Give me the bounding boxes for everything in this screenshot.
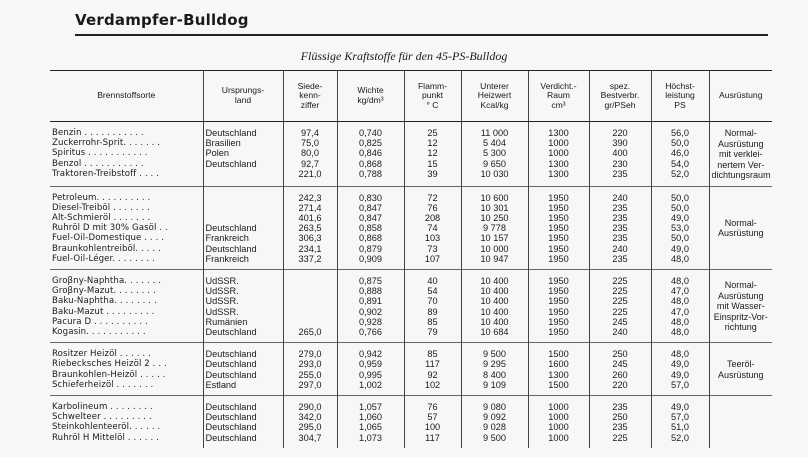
equipment-cell: Normal- Ausrüstung mit verklei- nertem Ver- dichtungsraum <box>709 122 772 187</box>
column-header-power: Höchst- leistung PS <box>651 71 709 122</box>
page-title: Verdampfer-Bulldog <box>75 11 249 29</box>
fuel-table <box>50 70 772 448</box>
fuel-group-3 <box>50 269 772 342</box>
fuel-group-1 <box>50 122 772 187</box>
fuel-names: Karbolineum . . . . . . . . Schwelteer . . . . . . . . . Steinkohlenteeröl. . . . . . Ruhröl H Mittelöl . . . . . . <box>50 395 203 447</box>
origin-cell: Deutschland Deutschland Deutschland Deutschland <box>203 395 283 447</box>
column-header-origin: Ursprungs- land <box>203 71 283 122</box>
flashpoint-cell: 25 12 12 15 39 <box>404 122 461 187</box>
consumption-cell: 240 235 235 235 235 240 235 <box>589 186 651 269</box>
heating-value-cell: 9 080 9 092 9 028 9 500 <box>461 395 528 447</box>
equipment-cell: Teeröl- Ausrüstung <box>709 343 772 396</box>
origin-cell: UdSSR. UdSSR. UdSSR. UdSSR. Rumänien Deutschland <box>203 269 283 342</box>
power-cell: 48,0 49,0 49,0 57,0 <box>651 343 709 396</box>
density-cell: 1,057 1,060 1,065 1,073 <box>337 395 404 447</box>
compression-cell: 1950 1950 1950 1950 1950 1950 1950 <box>528 186 589 269</box>
title-rule <box>75 34 768 36</box>
column-header-boiling: Siede- kenn- ziffer <box>283 71 337 122</box>
boiling-cell: 97,4 75,0 80,0 92,7 221,0 <box>283 122 337 187</box>
heating-value-cell: 11 000 5 404 5 300 9 650 10 030 <box>461 122 528 187</box>
compression-cell: 1500 1600 1300 1500 <box>528 343 589 396</box>
fuel-group-5 <box>50 395 772 447</box>
column-header-flashpoint: Flamm- punkt ° C <box>404 71 461 122</box>
consumption-cell: 235 250 235 225 <box>589 395 651 447</box>
heating-value-cell: 10 600 10 301 10 250 9 778 10 157 10 000 10 947 <box>461 186 528 269</box>
boiling-cell: 265,0 <box>283 269 337 342</box>
power-cell: 48,0 47,0 48,0 47,0 48,0 48,0 <box>651 269 709 342</box>
density-cell: 0,740 0,825 0,846 0,868 0,788 <box>337 122 404 187</box>
origin-cell: Deutschland Brasilien Polen Deutschland <box>203 122 283 187</box>
heating-value-cell: 9 500 9 295 8 400 9 109 <box>461 343 528 396</box>
equipment-cell <box>709 395 772 447</box>
boiling-cell: 242,3 271,4 401,6 263,5 306,3 234,1 337,2 <box>283 186 337 269</box>
flashpoint-cell: 40 54 70 89 85 79 <box>404 269 461 342</box>
fuel-names: Groβny-Naphtha. . . . . . . Groβny-Mazut. . . . . . . . Baku-Naphtha. . . . . . . . Baku-Mazut . . . . . . . . . Pacura D . . . . . . . . . . Kogasin. . . . . . . . . . . <box>50 269 203 342</box>
column-header-fuel: Brennstoffsorte <box>50 71 203 122</box>
density-cell: 0,875 0,888 0,891 0,902 0,928 0,766 <box>337 269 404 342</box>
fuel-names: Benzin . . . . . . . . . . . Zuckerrohr-Sprit. . . . . . . Spiritus . . . . . . . . . . . Benzol . . . . . . . . . . . Traktoren-Treibstoff . . . . <box>52 128 161 179</box>
consumption-cell: 220 390 400 230 235 <box>589 122 651 187</box>
origin-cell: Deutschland Deutschland Deutschland Estland <box>203 343 283 396</box>
table-caption: Flüssige Kraftstoffe für den 45-PS-Bulldog <box>300 49 508 63</box>
column-header-density: Wichte kg/dm³ <box>337 71 404 122</box>
column-header-equipment: Ausrüstung <box>709 71 772 122</box>
flashpoint-cell: 85 117 92 102 <box>404 343 461 396</box>
table-header-row <box>50 71 772 122</box>
flashpoint-cell: 76 57 100 117 <box>404 395 461 447</box>
equipment-cell: Normal- Ausrüstung mit Wasser- Einspritz-Vor- richtung <box>709 269 772 342</box>
origin-cell: Deutschland Frankreich Deutschland Frankreich <box>203 186 283 269</box>
power-cell: 56,0 50,0 46,0 54,0 52,0 <box>651 122 709 187</box>
compression-cell: 1950 1950 1950 1950 1950 1950 <box>528 269 589 342</box>
density-cell: 0,830 0,847 0,847 0,858 0,868 0,879 0,909 <box>337 186 404 269</box>
compression-cell: 1000 1000 1000 1000 <box>528 395 589 447</box>
power-cell: 50,0 50,0 49,0 53,0 50,0 49,0 48,0 <box>651 186 709 269</box>
column-header-compression: Verdicht.- Raum cm³ <box>528 71 589 122</box>
power-cell: 49,0 57,0 51,0 52,0 <box>651 395 709 447</box>
compression-cell: 1300 1000 1000 1300 1300 <box>528 122 589 187</box>
density-cell: 0,942 0,959 0,995 1,002 <box>337 343 404 396</box>
consumption-cell: 250 245 260 220 <box>589 343 651 396</box>
fuel-group-2 <box>50 186 772 269</box>
boiling-cell: 290,0 342,0 295,0 304,7 <box>283 395 337 447</box>
column-header-consumption: spez. Bestverbr. gr/PSeh <box>589 71 651 122</box>
fuel-names: Rositzer Heizöl . . . . . . Riebecksches Heizöl 2 . . . Braunkohlen-Heizöl . . . . . Schieferheizöl . . . . . . . <box>50 343 203 396</box>
consumption-cell: 225 225 225 225 245 240 <box>589 269 651 342</box>
boiling-cell: 279,0 293,0 255,0 297,0 <box>283 343 337 396</box>
fuel-group-4 <box>50 343 772 396</box>
flashpoint-cell: 72 76 208 74 103 73 107 <box>404 186 461 269</box>
fuel-names: Petroleum. . . . . . . . . . Diesel-Treiböl . . . . . . . Alt-Schmieröl . . . . . . . Ruhröl D mit 30% Gasöl . . Fuel-Oil-Domestique . . . . Braunkohlentreiböl. . . . . Fuel-Oil-Léger. . . . . . . . <box>50 186 203 269</box>
column-header-heating-value: Unterer Heizwert Kcal/kg <box>461 71 528 122</box>
equipment-cell: Normal- Ausrüstung <box>709 186 772 269</box>
heating-value-cell: 10 400 10 400 10 400 10 400 10 400 10 684 <box>461 269 528 342</box>
